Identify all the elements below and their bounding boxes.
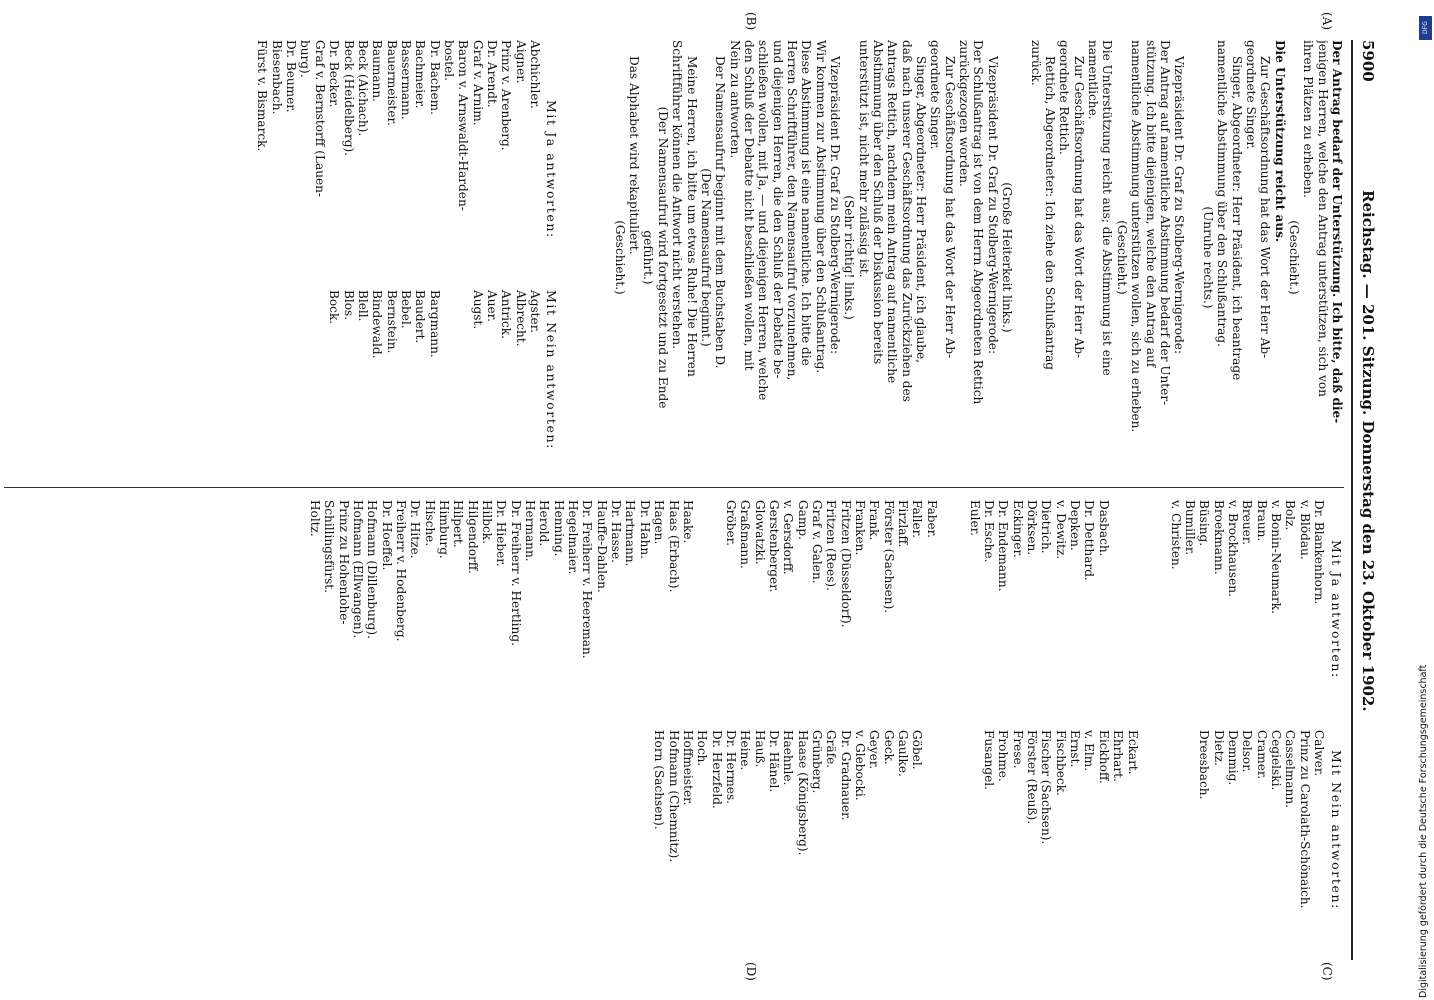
- nein-name: Haehnle.: [781, 730, 796, 786]
- ja-name: Beck (Aichach).: [355, 40, 370, 137]
- text-column-left: [612, 40, 1344, 475]
- ja-name: Hofmann (Dillenburg).: [365, 500, 380, 639]
- ja-name: [1154, 500, 1168, 720]
- ja-name: [695, 500, 709, 720]
- ja-name: Bolz.: [1283, 500, 1298, 531]
- ja-name: Hilpert.: [451, 500, 466, 548]
- ja-name: Prinz v. Arenberg.: [499, 40, 514, 151]
- text-line: Das Alphabet wird rekapituliert.: [627, 56, 642, 255]
- nein-name: [967, 730, 981, 960]
- nein-name: Hofmann (Chemnitz).: [666, 730, 681, 863]
- nein-name: Grünberg.: [809, 730, 824, 794]
- text-line: Vizepräsident Dr. Graf zu Stolberg-Wernigerode:: [1172, 56, 1187, 355]
- nein-name: Frohme.: [996, 730, 1011, 782]
- nein-name: Gräfe.: [824, 730, 839, 769]
- ja-name: v. Brockhausen.: [1225, 500, 1240, 597]
- text-line: Schriftführer können die Antwort nicht verstehen.: [670, 40, 685, 350]
- ja-name: Dasbach.: [1096, 500, 1111, 557]
- ja-name: Graf v. Galen.: [809, 500, 824, 584]
- ja-name: Faber.: [924, 500, 939, 538]
- ja-name: [1111, 500, 1125, 720]
- ja-name: Broekmann.: [1211, 500, 1226, 575]
- ja-name: Dr. Arendt.: [484, 40, 499, 108]
- ja-name: Dr. Blankenhorn.: [1312, 500, 1326, 605]
- nein-name: v. Glebocki.: [853, 730, 867, 801]
- ja-name: Fürst v. Bismarck.: [255, 40, 270, 152]
- text-line: Vizepräsident Dr. Graf zu Stolberg-Wernigerode:: [827, 56, 842, 355]
- ja-name: Dörksen.: [1025, 500, 1040, 556]
- nein-name: Eickhoff.: [1096, 730, 1111, 784]
- ja-name: Freiherr v. Hodenberg.: [394, 500, 408, 642]
- ja-list-left: [255, 40, 542, 270]
- ja-name: v. Blödau.: [1297, 500, 1312, 560]
- nein-name: Geck.: [881, 730, 896, 765]
- text-line: geordnete Singer.: [1243, 40, 1258, 150]
- nein-name: Bindewald.: [370, 290, 385, 359]
- text-line: Wir kommen zur Abstimmung über den Schlußantrag.: [813, 40, 828, 374]
- nein-name: Cegielski.: [1268, 730, 1283, 791]
- nein-name: Hoch.: [695, 730, 710, 767]
- nein-name: [1183, 730, 1197, 960]
- ja-name: Dr. Freiherr v. Heereman.: [580, 500, 595, 659]
- text-line: Die Unterstützung reicht aus; die Abstimmung ist eine: [1100, 40, 1115, 376]
- nein-name: Augst.: [470, 290, 485, 330]
- nein-name: [456, 290, 470, 470]
- ja-name: Dietrich.: [1039, 500, 1054, 554]
- ja-name: [709, 500, 723, 720]
- text-line: Der Namensaufruf beginnt mit dem Buchstaben D.: [713, 56, 728, 369]
- ja-name: Dr. Hieber.: [494, 500, 509, 567]
- text-line: geordnete Rettich.: [1057, 40, 1072, 155]
- nein-list-left: [327, 290, 542, 470]
- nein-name: Förster (Reuß).: [1025, 730, 1040, 825]
- nein-name: Fischer (Sachsen).: [1039, 730, 1054, 845]
- ja-name: [939, 500, 953, 720]
- text-line: [1186, 40, 1200, 475]
- nein-name: Haase (Königsberg).: [795, 730, 810, 856]
- text-line: daß nach unserer Geschäftsordnung das Zurückziehen des: [899, 40, 914, 402]
- ja-name: Breuer.: [1240, 500, 1255, 546]
- text-line: Antrags Rettich, nachdem mein Antrag auf namentliche: [885, 40, 900, 384]
- nein-name: Geyer.: [867, 730, 882, 770]
- ja-name: Franken.: [853, 500, 867, 556]
- nein-name: [1154, 730, 1168, 960]
- text-line: Der Schlußantrag ist von dem Herrn Abgeordneten Rettich: [971, 40, 986, 405]
- text-line: schließen wollen, mit Ja, — und diejenigen Herren, welche: [756, 40, 771, 401]
- text-line: Zur Geschäftsordnung hat das Wort der Herr Ab-: [1258, 56, 1273, 359]
- ja-name: v. Bonin-Neumark.: [1268, 500, 1283, 614]
- text-line: (Geschieht.): [1286, 220, 1301, 295]
- nein-name: [924, 730, 938, 960]
- ja-name: Dr. Detthard.: [1082, 500, 1097, 581]
- nein-name: Ehrhart.: [1111, 730, 1126, 782]
- ja-name: Fritzen (Düsseldorf).: [838, 500, 853, 628]
- nein-name: Auer.: [484, 290, 499, 322]
- ja-name: Dr. Hitze.: [408, 500, 423, 559]
- ja-name: Euler.: [967, 500, 982, 536]
- ja-name: Hilgendorff.: [465, 500, 480, 574]
- nein-name: Göbel.: [910, 730, 925, 770]
- text-line: [1014, 40, 1028, 475]
- ja-name: Hofmann (Ellwangen).: [350, 500, 365, 639]
- nein-name: Dreesbach.: [1197, 730, 1212, 800]
- nein-name: Demmig.: [1225, 730, 1240, 786]
- ja-name: Hische.: [422, 500, 437, 547]
- ja-name: Himburg.: [437, 500, 452, 559]
- text-line: (Der Namensaufruf beginnt.): [698, 168, 713, 347]
- nein-name: Ernst.: [1068, 730, 1083, 768]
- text-line: Diese Abstimmung ist eine namentliche. Ich bitte die: [799, 40, 814, 366]
- text-line: und diejenigen Herren, die den Schluß der Debatte be-: [770, 40, 785, 379]
- column-divider: [4, 487, 1344, 488]
- nein-name: Horn (Sachsen).: [652, 730, 667, 830]
- nein-name: Bebel.: [398, 290, 413, 329]
- nein-name: Dr. Herzfeld.: [709, 730, 724, 809]
- nein-name: Hauß.: [752, 730, 767, 768]
- ja-name: [953, 500, 967, 720]
- ja-name: Dr. Hahn.: [637, 500, 652, 560]
- margin-mark-b: (B): [744, 12, 758, 31]
- ja-name: Dr. Bachem.: [427, 40, 442, 115]
- nein-name: Cramer.: [1254, 730, 1269, 780]
- nein-name: Baudert.: [413, 290, 428, 344]
- text-line: ihren Plätzen zu erheben.: [1301, 40, 1316, 198]
- ja-name: Graßmann.: [738, 500, 753, 569]
- ja-name: Gamp.: [795, 500, 810, 540]
- text-line: Vizepräsident Dr. Graf zu Stolberg-Wernigerode:: [985, 56, 1000, 355]
- nein-name: Dr. Gradnauer.: [838, 730, 853, 821]
- page-number: 5900: [1359, 40, 1377, 82]
- page-header: [1351, 40, 1379, 960]
- nein-name: Casselmann.: [1283, 730, 1298, 809]
- text-line: Singer, Abgeordneter: Herr Präsident, ich glaube,: [914, 56, 929, 363]
- text-line: jenigen Herren, welche den Antrag unterstützen, sich von: [1315, 40, 1330, 397]
- ja-heading-left: Mit Ja antworten:: [544, 100, 559, 239]
- ja-name: Hauffe-Dahlen.: [594, 500, 609, 593]
- ja-name: Eckinger.: [1010, 500, 1025, 558]
- ja-name: Holtz.: [307, 500, 322, 537]
- ja-name: Braun.: [1254, 500, 1269, 542]
- text-line: (Geschieht.): [1114, 220, 1129, 295]
- ja-name: v. Gersdorff.: [781, 500, 796, 575]
- nein-name: Dietz.: [1211, 730, 1226, 766]
- footer-bar: [1418, 8, 1434, 998]
- ja-name: Glowatzki.: [752, 500, 767, 565]
- text-line: Der Antrag auf namentliche Abstimmung bedarf der Unter-: [1157, 40, 1172, 406]
- ja-name: Bachmeier.: [413, 40, 428, 109]
- ja-name: Schillingsfürst.: [322, 500, 337, 594]
- nein-name: Bargmann.: [427, 290, 442, 358]
- nein-name: Bernstein.: [384, 290, 399, 354]
- text-line: namentliche.: [1086, 40, 1101, 120]
- ja-name: Faller.: [910, 500, 925, 538]
- text-line: Nein zu antworten.: [727, 40, 742, 159]
- nein-name: Blell.: [355, 290, 370, 322]
- nein-name: Agster.: [528, 290, 542, 333]
- text-line: den Schluß der Debatte nicht beschließen wollen, mit: [741, 40, 756, 371]
- nein-name: [939, 730, 953, 960]
- nein-name: Eckart.: [1125, 730, 1140, 775]
- text-line: unterstützt ist, nicht mehr zulässig ist.: [856, 40, 871, 278]
- text-line: zurückgezogen worden.: [957, 40, 972, 187]
- ja-name: Hegelmaier.: [566, 500, 581, 575]
- nein-heading-left: Mit Nein antworten:: [544, 290, 559, 450]
- ja-name: Frank.: [867, 500, 882, 541]
- ja-name: Fritzen (Rees).: [824, 500, 839, 591]
- text-line: stützung. Ich bitte diejenigen, welche den Antrag auf: [1143, 40, 1158, 368]
- nein-name: [1140, 730, 1154, 960]
- text-line: Herren Schriftführer, den Namensaufruf vorzunehmen,: [784, 40, 799, 381]
- ja-name: Bassermann.: [398, 40, 413, 120]
- nein-name: Antrick.: [499, 290, 514, 339]
- ja-name: Hagen.: [652, 500, 667, 545]
- nein-name: Fusangel.: [982, 730, 997, 790]
- text-line: Zur Geschäftsordnung hat das Wort der Herr Ab-: [942, 56, 957, 359]
- text-line: Rettich, Abgeordneter: Ich ziehe den Schlußantrag: [1043, 56, 1058, 371]
- text-line: Abstimmung über den Schluß der Diskussion bereits: [871, 40, 885, 365]
- ja-name: Herold.: [537, 500, 552, 547]
- ja-name: Haake.: [680, 500, 695, 544]
- text-line: Meine Herren, ich bitte um etwas Ruhe! Die Herren: [684, 56, 699, 377]
- nein-name: Gaulke.: [896, 730, 911, 777]
- text-line: Singer, Abgeordneter: Herr Präsident, ich beantrage: [1229, 56, 1244, 381]
- text-line: zurück.: [1028, 40, 1043, 86]
- ja-name: Hermann.: [523, 500, 538, 562]
- text-line: (Der Namensaufruf wird fortgesetzt und zu Ende: [655, 106, 670, 409]
- nein-name: Bock.: [327, 290, 342, 325]
- ja-name: Büsing.: [1197, 500, 1212, 547]
- text-line: (Geschieht.): [612, 220, 627, 295]
- ja-name: v. Christen.: [1168, 500, 1183, 570]
- nein-name: Hoffmeister.: [680, 730, 695, 806]
- text-line: (Unruhe rechts.): [1200, 206, 1215, 309]
- ja-name: Graf v. Bernstorff (Lauen-: [312, 40, 327, 198]
- ja-name: Dr. Beumer.: [284, 40, 299, 113]
- ja-name: Haas (Erbach).: [666, 500, 681, 593]
- nein-name: Dr. Hermes.: [723, 730, 738, 804]
- ja-name: Depken.: [1068, 500, 1083, 551]
- ja-name: Henning.: [551, 500, 566, 557]
- text-line: (Große Heiterkeit links.): [1000, 182, 1015, 333]
- ja-name: Abchichler.: [528, 40, 542, 109]
- ja-name: Dr. Hasse.: [609, 500, 624, 564]
- nein-name: Frese.: [1010, 730, 1025, 769]
- ja-name: Gerstenberger.: [766, 500, 781, 593]
- ja-name: Prinz zu Hohenlohe-: [336, 500, 351, 625]
- text-line: (Sehr richtig! links.): [842, 195, 857, 320]
- nein-name: Delsor.: [1240, 730, 1255, 773]
- ja-name: v. Dewitz.: [1053, 500, 1068, 560]
- ja-name: Hilbck.: [480, 500, 495, 544]
- nein-name: Dr. Hänel.: [766, 730, 781, 793]
- ja-list-right: [308, 500, 1326, 720]
- ja-name: Dr. Endemann.: [996, 500, 1011, 592]
- text-line: Der Antrag bedarf der Unterstützung. Ich bitte, daß die-: [1330, 40, 1344, 424]
- ja-name: [1140, 500, 1154, 720]
- nein-heading-right: Mit Nein antworten:: [1329, 750, 1344, 910]
- ja-name: bostel.: [441, 40, 456, 81]
- ja-name: Biesenbach.: [269, 40, 284, 115]
- nein-name: [442, 290, 456, 470]
- text-line: Die Unterstützung reicht aus.: [1272, 40, 1287, 243]
- text-line: namentliche Abstimmung über den Schlußantrag.: [1215, 40, 1230, 347]
- ja-name: Baron v. Arnswaldt-Harden-: [456, 40, 471, 211]
- ja-name: Hartmann.: [623, 500, 638, 567]
- ja-name: Dr. Hoeffel.: [379, 500, 394, 571]
- ja-name: Dr. Esche.: [982, 500, 997, 563]
- nein-name: [953, 730, 967, 960]
- ja-name: Bumiller.: [1182, 500, 1197, 556]
- text-line: namentliche Abstimmung unterstützen wollen, sich zu erheben.: [1129, 40, 1144, 433]
- text-line: Zur Geschäftsordnung hat das Wort der Herr Ab-: [1071, 56, 1086, 359]
- margin-mark-c: (C): [1320, 962, 1334, 981]
- nein-name: Fischbeck.: [1053, 730, 1068, 796]
- nein-name: [1168, 730, 1182, 960]
- ja-name: Beck (Heidelberg).: [341, 40, 356, 157]
- ja-name: Firzlaff.: [896, 500, 911, 548]
- ja-name: Graf v. Arnim.: [470, 40, 485, 126]
- ja-name: Baumann.: [370, 40, 385, 102]
- ja-heading-right: Mit Ja antworten:: [1329, 540, 1344, 679]
- nein-name: Albrecht.: [513, 290, 528, 347]
- ja-name: Bauermeister.: [384, 40, 399, 126]
- margin-mark-d: (D): [744, 962, 758, 981]
- page-title: Reichstag. — 201. Sitzung. Donnerstag den 23. Oktober 1902.: [1359, 190, 1377, 712]
- nein-name: Heine.: [738, 730, 753, 771]
- text-line: geordnete Singer.: [928, 40, 943, 150]
- dfg-logo: DFG: [1419, 16, 1432, 40]
- text-line: geführt.): [641, 230, 656, 285]
- nein-list-right: [652, 730, 1326, 960]
- ja-name: Förster (Sachsen).: [881, 500, 896, 614]
- ja-name: Aigner.: [513, 40, 528, 84]
- ja-name: [1125, 500, 1139, 720]
- ja-name: burg).: [298, 40, 313, 78]
- nein-name: Prinz zu Carolath-Schönaich.: [1297, 730, 1312, 909]
- nein-name: v. Elm.: [1082, 730, 1097, 772]
- footer-text: Digitalisierung gefördert durch die Deutsche Forschungsgemeinschaft: [1418, 664, 1429, 998]
- margin-mark-a: (A): [1320, 12, 1334, 31]
- ja-name: Dr. Becker.: [327, 40, 342, 108]
- nein-name: Blos.: [341, 290, 356, 321]
- ja-name: Dr. Freiherr v. Hertling.: [508, 500, 523, 646]
- nein-name: Calwer.: [1312, 730, 1326, 777]
- ja-name: Gröber.: [723, 500, 738, 546]
